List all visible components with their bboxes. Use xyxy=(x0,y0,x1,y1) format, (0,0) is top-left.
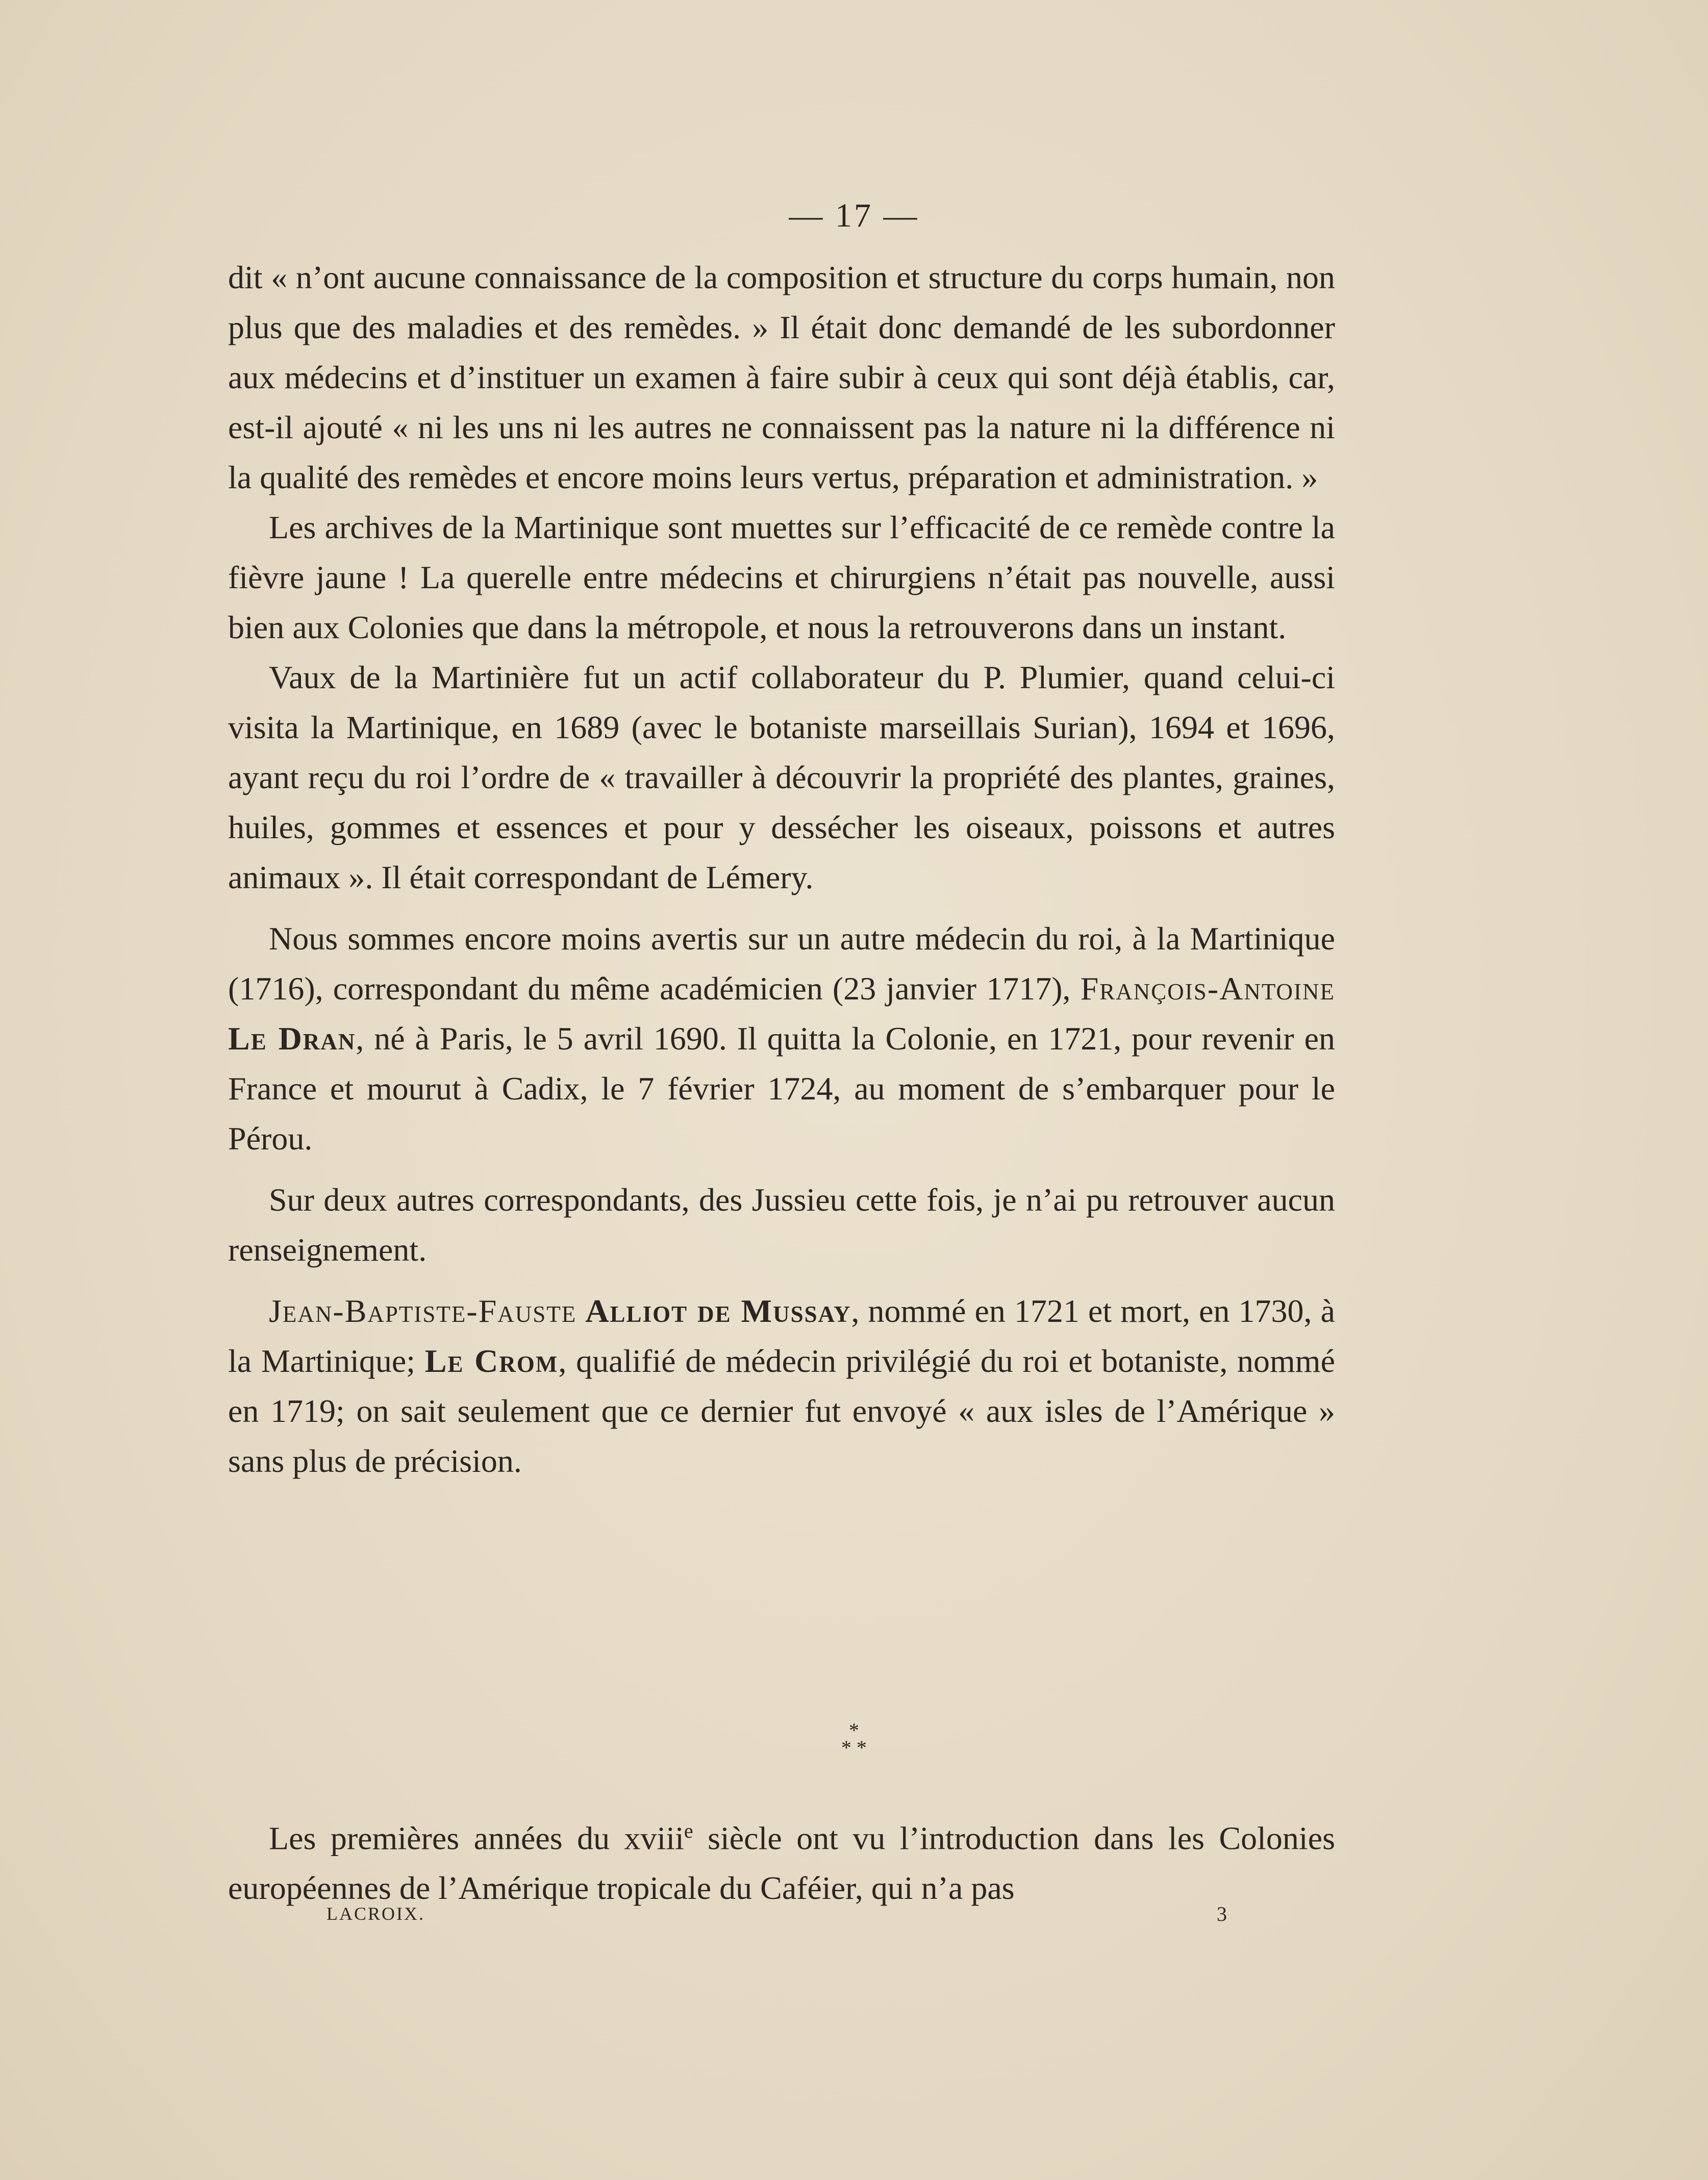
century-superscript: e xyxy=(684,1819,693,1842)
person-name-first: Jean-Baptiste-Fauste xyxy=(269,1293,577,1329)
paragraph-alliot-after: , qualifié de médecin privilégié du roi et botaniste, nommé en 1719; on sait seulement que ce dernier fut envoyé « aux isles de l’Amérique » sans plus de précision. xyxy=(228,1343,1335,1479)
page-number: — 17 — xyxy=(789,197,919,234)
paragraph-cafeier-after: siècle ont vu l’introduction dans les Colonies européennes de l’Amérique tropicale du Caféier, qui n’a pas xyxy=(228,1820,1336,1907)
paragraph-jussieu: Sur deux autres correspondants, des Jussieu cette fois, je n’ai pu retrouver aucun renseignement. xyxy=(228,1182,1335,1268)
person-name-last: Alliot de Mussay xyxy=(585,1293,851,1329)
paragraph-le-dran xyxy=(228,914,1335,1164)
body-text xyxy=(228,253,1335,1486)
asterism-bottom: * * xyxy=(841,1736,867,1759)
paragraph-continuation: dit « n’ont aucune connaissance de la composition et structure du corps humain, non plus que des maladies et des remèdes. » Il était donc demandé de les subordonner aux médecins et d’instituer un examen à faire subir à ceux qui sont déjà établis, car, est-il ajouté « ni les uns ni les autres ne connaissent pas la nature ni la différence ni la qualité des remèdes et encore moins leurs vertus, préparation et administration. » xyxy=(228,259,1335,495)
paragraph-cafeier-before: Les premières années du xviii xyxy=(269,1820,684,1857)
paragraph-cafeier xyxy=(228,1806,1335,1913)
asterism-top: * xyxy=(849,1719,859,1742)
paragraph-archives: Les archives de la Martinique sont muettes sur l’efficacité de ce remède contre la fièvre jaune ! La querelle entre médecins et chirurgiens n’était pas nouvelle, aussi bien aux Colonies que dans la métropole, et nous la retrouverons dans un instant. xyxy=(228,509,1335,645)
paragraph-le-dran-before: Nous sommes encore moins avertis sur un autre médecin du roi, à la Martinique (1716), correspondant du même académicien (23 janvier 1717), xyxy=(228,920,1335,1007)
person-name-le-crom: Le Crom xyxy=(424,1343,559,1379)
person-name-first: François-Antoine xyxy=(1080,970,1335,1007)
paragraph-alliot xyxy=(228,1286,1335,1486)
footer-author: LACROIX. xyxy=(326,1903,425,1924)
person-name-last: Le Dran xyxy=(228,1020,356,1057)
footer-signature-mark: 3 xyxy=(1217,1902,1227,1925)
paragraph-vaux-de-la-martiniere: Vaux de la Martinière fut un actif collaborateur du P. Plumier, quand celui-ci visita la Martinique, en 1689 (avec le botaniste marseillais Surian), 1694 et 1696, ayant reçu du roi l’ordre de « travailler à découvrir la propriété des plantes, graines, huiles, gommes et essences et pour y dessécher les oiseaux, poissons et autres animaux ». Il était correspondant de Lémery. xyxy=(228,659,1335,895)
asterism-divider xyxy=(0,1719,1708,1759)
body-text-section-2 xyxy=(228,1806,1335,1913)
paragraph-le-dran-after: , né à Paris, le 5 avril 1690. Il quitta la Colonie, en 1721, pour revenir en France et mourut à Cadix, le 7 février 1724, au moment de s’embarquer pour le Pérou. xyxy=(228,1020,1335,1157)
paragraph-alliot-mid: , nommé en 1721 et mort, en 1730, à la Martinique; xyxy=(228,1293,1335,1379)
